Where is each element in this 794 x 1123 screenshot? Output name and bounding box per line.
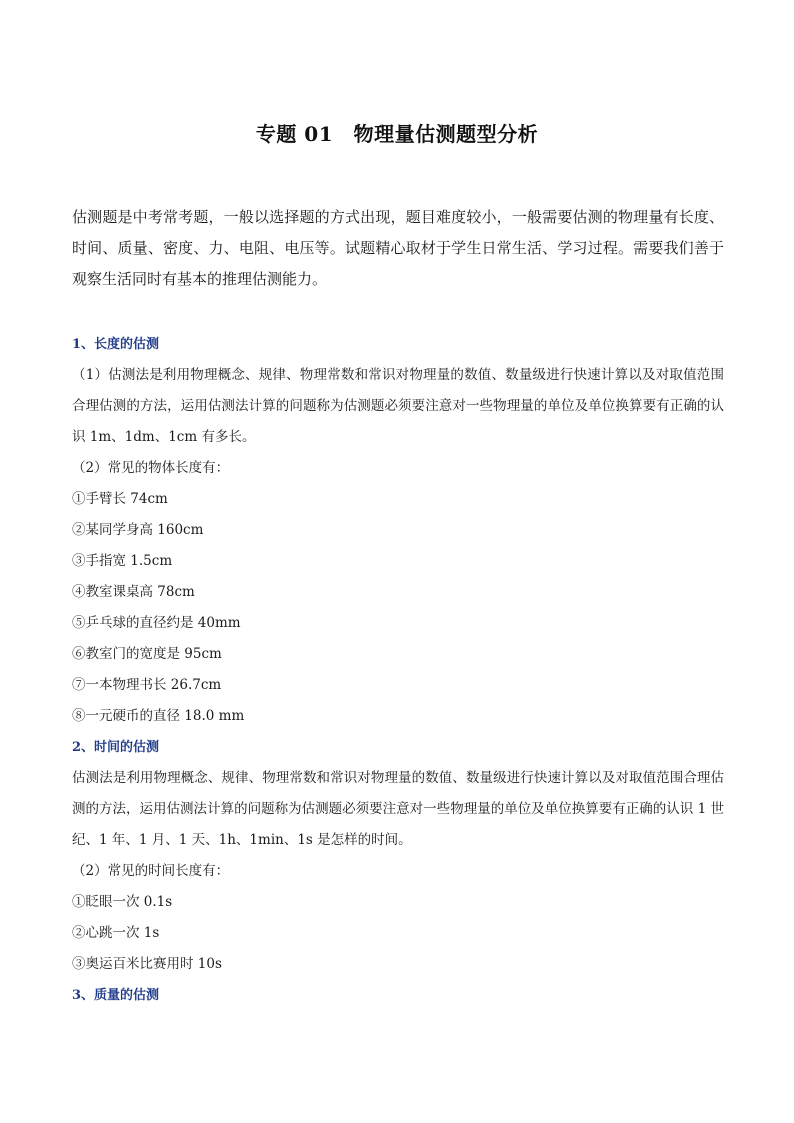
list-item: ⑤乒乓球的直径约是 40mm — [72, 615, 241, 631]
list-item: ③奥运百米比赛用时 10s — [72, 956, 222, 972]
section-heading-time: 2、时间的估测 — [72, 740, 160, 755]
list-item: ⑧一元硬币的直径 18.0 mm — [72, 708, 245, 724]
list-item: ④教室课桌高 78cm — [72, 584, 195, 600]
list-item: ③手指宽 1.5cm — [72, 553, 173, 569]
section-length-paragraph: （1）估测法是利用物理概念、规律、物理常数和常识对物理量的数值、数量级进行快速计算以及对取值范围合理估测的方法，运用估测法计算的问题称为估测题必须要注意对一些物理量的单位及单位换算要有正确的认识 1m、1dm、1cm 有多长。 — [72, 367, 724, 445]
list-item: ①眨眼一次 0.1s — [72, 894, 173, 910]
section-length-subheading: （2）常见的物体长度有： — [72, 460, 230, 476]
section-time-subheading: （2）常见的时间长度有： — [72, 863, 230, 879]
page-title: 专题 01 物理量估测题型分析 — [255, 122, 539, 146]
section-time-paragraph: 估测法是利用物理概念、规律、物理常数和常识对物理量的数值、数量级进行快速计算以及对取值范围合理估测的方法，运用估测法计算的问题称为估测题必须要注意对一些物理量的单位及单位换算要有正确的认识 1 世纪、1 年、1 月、1 天、1h、1min、1s 是怎样的时间。 — [72, 770, 724, 848]
list-item: ⑥教室门的宽度是 95cm — [72, 646, 222, 662]
section-heading-mass: 3、质量的估测 — [72, 988, 160, 1003]
content-body — [72, 329, 724, 1011]
intro-paragraph: 估测题是中考常考题，一般以选择题的方式出现，题目难度较小，一般需要估测的物理量有长度、时间、质量、密度、力、电阻、电压等。试题精心取材于学生日常生活、学习过程。需要我们善于观察生活同时有基本的推理估测能力。 — [72, 208, 724, 288]
list-item: ②某同学身高 160cm — [72, 522, 204, 538]
list-item: ②心跳一次 1s — [72, 925, 160, 941]
list-item: ⑦一本物理书长 26.7cm — [72, 677, 222, 693]
section-heading-length: 1、长度的估测 — [72, 337, 160, 352]
list-item: ①手臂长 74cm — [72, 491, 168, 507]
